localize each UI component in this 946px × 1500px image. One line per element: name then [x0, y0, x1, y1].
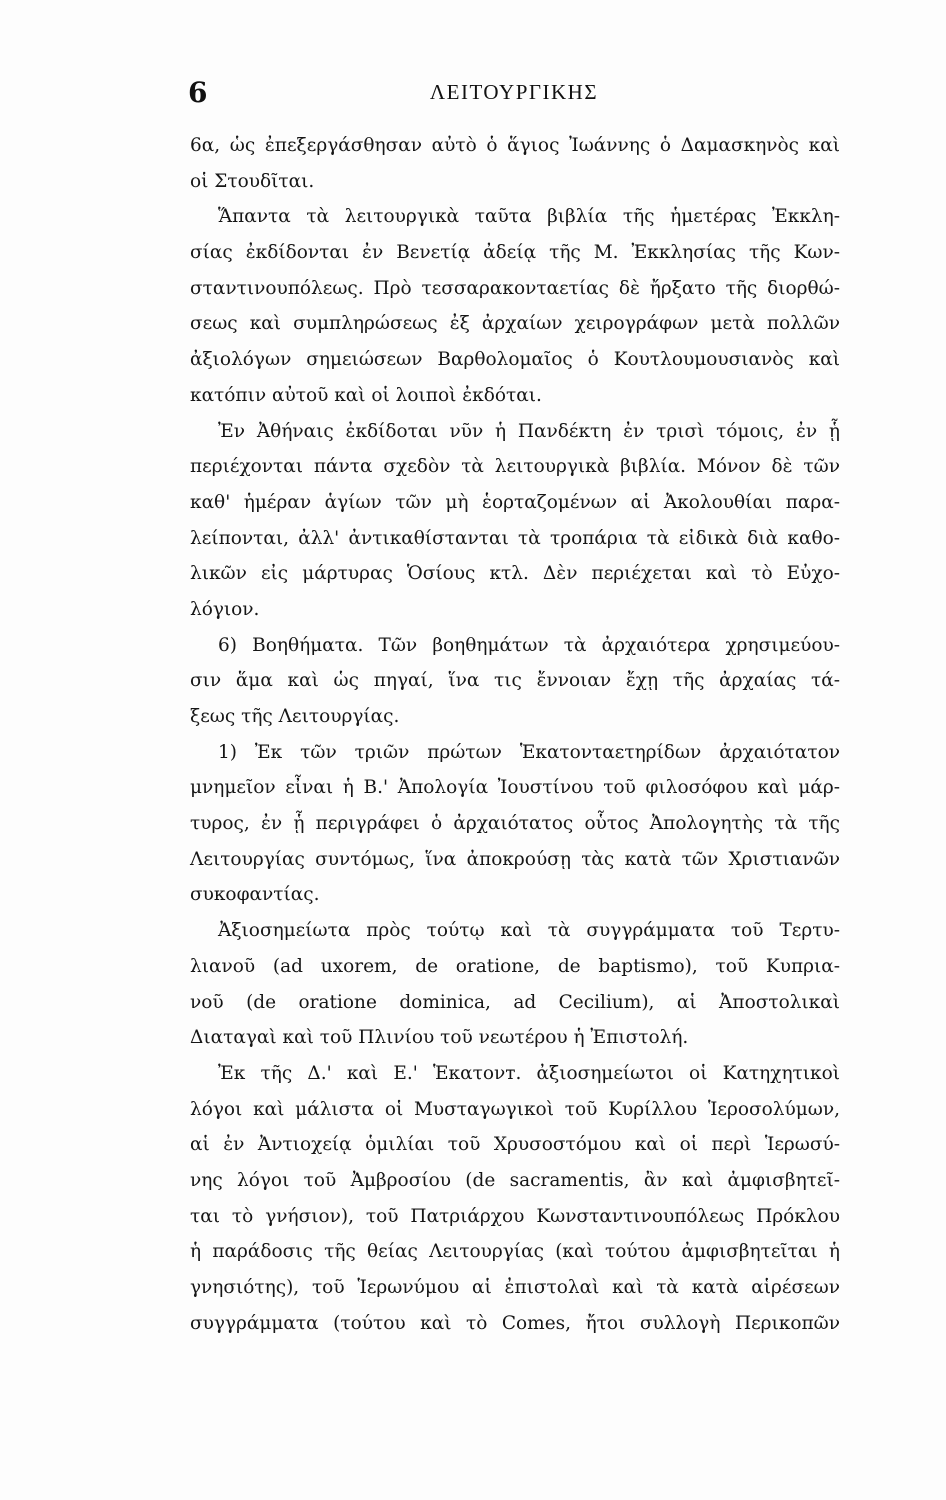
- text-line: συγγράμματα (τούτου καὶ τὸ Comes, ἤτοι συλλογὴ Περικοπῶν: [190, 1312, 840, 1334]
- text-line: λόγιον.: [190, 598, 260, 620]
- text-line: λόγοι καὶ μάλιστα οἱ Μυσταγωγικοὶ τοῦ Κυρίλλου Ἱεροσολύμων,: [190, 1098, 840, 1120]
- text-line: ται τὸ γνήσιον), τοῦ Πατριάρχου Κωνσταντινουπόλεως Πρόκλου: [190, 1205, 840, 1227]
- text-line: νοῦ (de oratione dominica, ad Cecilium), αἱ Ἀποστολικαὶ: [190, 991, 840, 1013]
- text-line: Ἐκ τῆς Δ.' καὶ Ε.' Ἑκατονт. ἀξιοσημείωτοι οἱ Κατηχητικοὶ: [218, 1062, 840, 1084]
- text-line: ξεως τῆς Λειτουργίας.: [190, 706, 400, 727]
- text-line: 1) Ἐκ τῶν τριῶν πρώτων Ἑκατονταετηρίδων ἀρχαιότατον: [218, 741, 840, 763]
- text-line: λιανοῦ (ad uxorem, de oratione, de baptismo), τοῦ Κυπρια-: [190, 955, 840, 977]
- text-line: λικῶν εἰς μάρτυρας Ὁσίους κτλ. Δὲν περιέχεται καὶ τὸ Εὐχο-: [190, 563, 840, 585]
- text-line: συκοφαντίας.: [190, 884, 320, 906]
- text-line: Λειτουργίας συντόμως, ἵνα ἀποκρούσῃ τὰς κατὰ τῶν Χριστιανῶν: [190, 848, 840, 870]
- text-line: τυρος, ἐν ᾗ περιγράφει ὁ ἀρχαιότατος οὗτος Ἀπολογητὴς τὰ τῆς: [190, 813, 840, 835]
- page-number: 6: [188, 76, 208, 109]
- text-line: σιν ἅμα καὶ ὡς πηγαί, ἵνα τις ἔννοιαν ἔχῃ τῆς ἀρχαίας τά-: [190, 670, 840, 692]
- running-title: ΛΕΙΤΟΥΡΓΙΚΗΣ: [429, 80, 599, 104]
- text-line: νης λόγοι τοῦ Ἀμβροσίου (de sacramentis, ἂν καὶ ἀμφισβητεῖ-: [190, 1169, 840, 1191]
- text-line: Ἀξιοσημείωτα πρὸς τούτῳ καὶ τὰ συγγράμματα τοῦ Τερτυ-: [218, 920, 840, 942]
- text-line: αἱ ἐν Ἀντιοχείᾳ ὁμιλίαι τοῦ Χρυσοστόμου καὶ οἱ περὶ Ἱερωσύ-: [190, 1134, 840, 1156]
- text-line: σταντινουπόλεως. Πρὸ τεσσαρακονταετίας δὲ ἤρξατο τῆς διορθώ-: [190, 277, 840, 299]
- text-line: 6) Βοηθήματα. Τῶν βοηθημάτων τὰ ἀρχαιότερα χρησιμεύου-: [218, 634, 840, 656]
- page-header: [188, 76, 840, 116]
- text-line: 6α, ὡς ἐπεξεργάσθησαν αὐτὸ ὁ ἅγιος Ἰωάννης ὁ Δαμασκηνὸς καὶ: [190, 135, 840, 156]
- text-line: σίας ἐκδίδονται ἐν Βενετίᾳ ἀδείᾳ τῆς Μ. Ἐκκλησίας τῆς Κων-: [190, 242, 840, 264]
- text-line: κατόπιν αὐτοῦ καὶ οἱ λοιποὶ ἐκδόται.: [190, 384, 542, 406]
- text-line: μνημεῖον εἶναι ἡ Β.' Ἀπολογία Ἰουστίνου τοῦ φιλοσόφου καὶ μάρ-: [190, 777, 840, 799]
- text-line: ἡ παράδοσις τῆς θείας Λειτουργίας (καὶ τούτου ἀμφισβητεῖται ἡ: [190, 1241, 840, 1263]
- text-line: γνησιότης), τοῦ Ἱερωνύμου αἱ ἐπιστολαὶ καὶ τὰ κατὰ αἱρέσεων: [190, 1277, 840, 1298]
- text-line: σεως καὶ συμπληρώσεως ἐξ ἀρχαίων χειρογράφων μετὰ πολλῶν: [190, 313, 840, 335]
- text-line: περιέχονται πάντα σχεδὸν τὰ λειτουργικὰ βιβλία. Μόνον δὲ τῶν: [190, 456, 840, 478]
- text-line: καθ' ἡμέραν ἁγίων τῶν μὴ ἑορταζομένων αἱ Ἀκολουθίαι παρα-: [190, 491, 840, 513]
- text-line: οἱ Στουδῖται.: [190, 170, 315, 192]
- body-text: [190, 128, 840, 1341]
- text-line: ἀξιολόγων σημειώσεων Βαρθολομαῖος ὁ Κουτλουμουσιανὸς καὶ: [190, 349, 840, 371]
- text-line: Ἅπαντα τὰ λειτουργικὰ ταῦτα βιβλία τῆς ἡμετέρας Ἐκκλη-: [218, 206, 840, 228]
- text-line: λείπονται, ἀλλ' ἀντικαθίστανται τὰ τροπάρια τὰ εἰδικὰ διὰ καθο-: [190, 527, 840, 549]
- text-line: Διαταγαὶ καὶ τοῦ Πλινίου τοῦ νεωτέρου ἡ Ἐπιστολή.: [190, 1027, 689, 1049]
- text-line: Ἐν Ἀθήναις ἐκδίδοται νῦν ἡ Πανδέκτη ἐν τρισὶ τόμοις, ἐν ᾗ: [218, 420, 840, 442]
